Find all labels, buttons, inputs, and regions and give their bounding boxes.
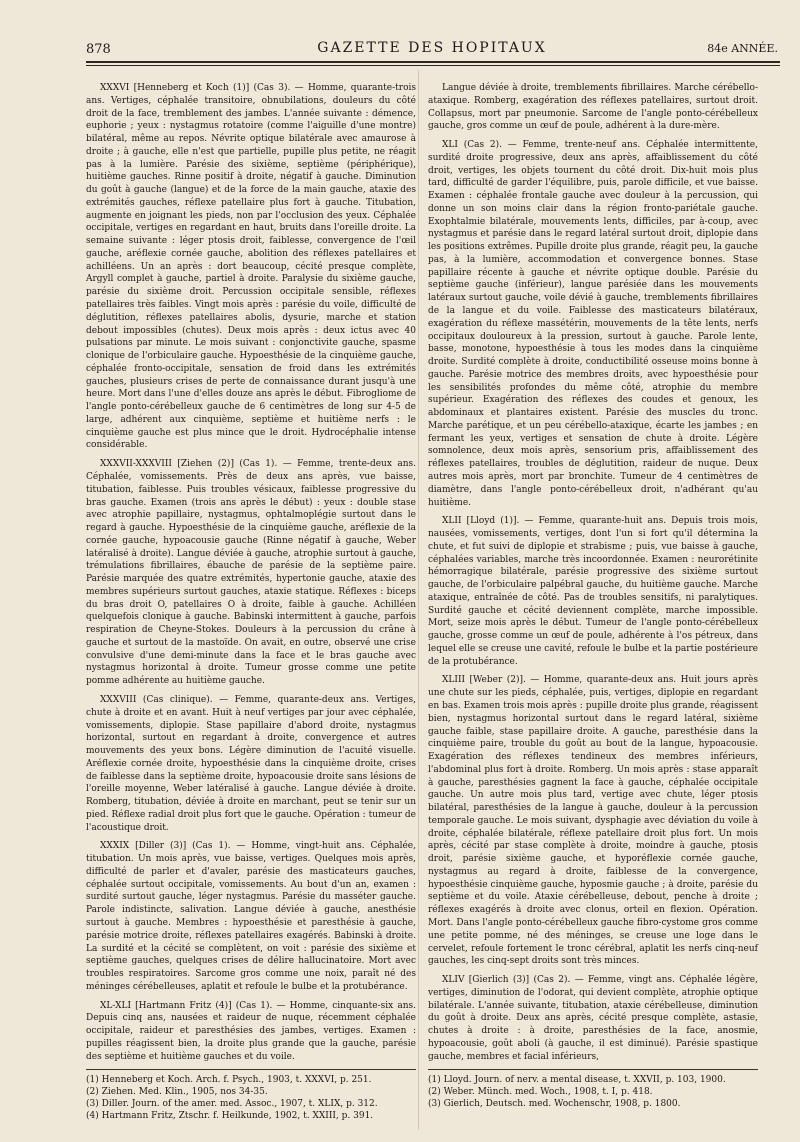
footnote-separator	[86, 1069, 416, 1070]
header-rule-thin	[86, 65, 780, 66]
footnote: (3) Diller. Journ. of the amer. med. Assoc., 1907, t. XLIX, p. 312.	[86, 1099, 378, 1110]
case-paragraph: XLIV [Gierlich (3)] (Cas 2). — Femme, vingt ans. Céphalée légère, vertiges, diminution de l'odorat, qui devient complète, atrophie optique bilatérale. L'année suivante, titubation, ataxie cérébelleuse, diminution du goût à droite. Deux ans après, cécité presque complète, astasie, chutes à droite : à droite, paresthésies de la face, anosmie, hypoacousie, goût aboli (à gauche, il est diminué). Parésie spastique gauche, membres et facial inférieurs,	[428, 975, 758, 1062]
page-header	[86, 38, 778, 58]
case-paragraph: XLII [Lloyd (1)]. — Femme, quarante-huit ans. Depuis trois mois, nausées, vomissements, vertiges, dont l'un si fort qu'il détermina la chute, et fut suivi de diplopie et strabisme ; puis, vue baisse à gauche, céphalées variables, marche très incoordonnée. Examen : neurorétinite hémorragique bilatérale, parésie progressive des sixième surtout gauche, de l'orbiculaire palpébral gauche, du huitième gauche. Marche ataxique, entraînée de côté. Pas de troubles sensitifs, ni paralytiques. Surdité gauche et cécité deviennent complète, marche impossible. Mort, seize mois après le début. Tumeur de l'angle ponto-cérébelleux gauche, grosse comme un œuf de poule, adhérente à l'os pétreux, dans lequel elle se creuse une cavité, refoule le bulbe et la partie postérieure de la protubérance.	[428, 516, 758, 667]
footnotes	[86, 1074, 416, 1122]
footnote: (1) Henneberg et Koch. Arch. f. Psych., 1903, t. XXXVI, p. 251.	[86, 1075, 372, 1086]
case-paragraph: XXXVIII (Cas clinique). — Femme, quarante-deux ans. Vertiges, chute à droite et en avant. Huit à neuf vertiges par jour avec céphalée, vomissements, diplopie. Stase papillaire d'abord droite, nystagmus horizontal, surtout en regardant à droite, convergence et autres mouvements des yeux bons. Légère diminution de l'acuité visuelle. Aréflexie cornée droite, hypoesthésie dans la cinquième droite, crises de faiblesse dans la septième droite, hypoacousie droite sans lésions de l'oreille moyenne, Weber latéralisé à gauche. Langue déviée à droite. Romberg, titubation, déviée à droite en marchant, peut se tenir sur un pied. Réflexe radial droit plus fort que le gauche. Opération : tumeur de l'acoustique droit.	[86, 694, 416, 833]
footnote: (2) Ziehen. Med. Klin., 1905, nos 34-35.	[86, 1087, 268, 1098]
case-paragraph: XXXVII-XXXVIII [Ziehen (2)] (Cas 1). — Femme, trente-deux ans. Céphalée, vomissements. Près de deux ans après, vue baisse, titubation, faiblesse. Puis troubles vésicaux, faiblesse progressive du bras gauche. Examen (trois ans après le début) : yeux : double stase avec atrophie papillaire, nystagmus, ophtalmoplégie surtout dans le regard à gauche. Hypoesthésie de la cinquième gauche, aréflexie de la cornée gauche, hypoacousie gauche (Rinne négatif à gauche, Weber latéralisé à droite). Langue déviée à gauche, atrophie surtout à gauche, trémulations fibrillaires, ébauche de parésie de la septième paire. Parésie marquée des quatre extrémités, hypertonie gauche, ataxie des membres supérieurs surtout gauches, ataxie statique. Réflexes : biceps du bras droit O, patellaires O à droite, faible à gauche. Achilléen quelquefois clonique à gauche. Babinski intermittent à gauche, parfois respiration de Cheyne-Stokes. Douleurs à la percussion du crâne à gauche et surtout de la mastoïde. On avait, en outre, observé une crise convulsive d'une demi-minute dans la face et le bras gauche avec nystagmus horizontal à droite. Tumeur grosse comme une petite pomme adhérente au huitième gauche.	[86, 459, 416, 687]
footnote: (1) Lloyd. Journ. of nerv. a mental disease, t. XXVII, p. 103, 1900.	[428, 1075, 726, 1086]
header-rule-thick	[86, 61, 780, 63]
page-number: 878	[86, 42, 111, 57]
left-column	[86, 82, 416, 1122]
right-column	[428, 82, 758, 1110]
journal-title: GAZETTE DES HOPITAUX	[317, 40, 547, 56]
volume-year: 84e ANNÉE.	[707, 42, 778, 55]
case-paragraph: XLI (Cas 2). — Femme, trente-neuf ans. Céphalée intermittente, surdité droite progressive, deux ans après, affaiblissement du côté droit, vertiges, les objets tournent du côté droit. Dix-huit mois plus tard, difficulté de garder l'équilibre, puis, parole difficile, et vue baisse. Examen : céphalée frontale gauche avec douleur à la percussion, qui donne un son moins clair dans la région fronto-pariétale gauche. Exophtalmie bilatérale, mouvements lents, difficiles, par à-coup, avec nystagmus et parésie dans le regard latéral surtout droit, diplopie dans les positions extrêmes. Pupille droite plus grande, réagit peu, la gauche pas, à la lumière, accommodation et convergence bonnes. Stase papillaire récente à gauche et névrite optique double. Parésie du septième gauche (inférieur), langue parésiée dans les mouvements latéraux surtout gauche, voile dévié à gauche, tremblements fibrillaires de la langue et du voile. Faiblesse des masticateurs bilatéraux, exagération du réflexe massétérin, mouvements de la tête lents, nerfs occipitaux douloureux à la pression, surtout à gauche. Parole lente, basse, monotone, hypoesthésie à tous les modes dans la cinquième droite. Surdité complète à droite, conductibilité osseuse moins bonne à gauche. Parésie motrice des membres droits, avec hypoesthésie pour les sensibilités profondes du même côté, atrophie du membre supérieur. Exagération des réflexes des coudes et genoux, les abdominaux et plantaires existent. Parésie des muscles du tronc. Marche parétique, et un peu cérébello-ataxique, écarte les jambes ; en fermant les yeux, vertiges et sensation de chute à droite. Légère somnolence, deux mois après, sensorium pris, affaiblissement des réflexes patellaires, troubles de déglutition, raideur de nuque. Deux autres mois après, mort par bronchite. Tumeur de 4 centimètres de diamètre, dans l'angle ponto-cérébelleux droit, n'adhérant qu'au huitième.	[428, 140, 758, 508]
column-divider	[418, 70, 419, 1130]
case-paragraph: XXXIX [Diller (3)] (Cas 1). — Homme, vingt-huit ans. Céphalée, titubation. Un mois après, vue baisse, vertiges. Quelques mois après, difficulté de parler et d'avaler, parésie des masticateurs gauches, céphalée surtout occipitale, vomissements. Au bout d'un an, examen : surdité surtout gauche, léger nystagmus. Parésie du masséter gauche. Parole indistincte, salivation. Langue déviée à gauche, anesthésie surtout à gauche. Membres : hypoesthésie et paresthésie à gauche, parésie motrice droite, réflexes patellaires exagérés. Babinski à droite. La surdité et la cécité se complètent, on voit : parésie des sixième et septième gauches, quelques crises de délire hallucinatoire. Mort avec troubles respiratoires. Sarcome gros comme une noix, paraît né des méninges cérébelleuses, aplatit et refoule le bulbe et la protubérance.	[86, 841, 416, 992]
case-paragraph: Langue déviée à droite, tremblements fibrillaires. Marche cérébello-ataxique. Romberg, exagération des réflexes patellaires, surtout droit. Collapsus, mort par pneumonie. Sarcome de l'angle ponto-cérébelleux gauche, gros comme un œuf de poule, adhérent à la dure-mère.	[428, 83, 758, 132]
case-paragraph: XL-XLI [Hartmann Fritz (4)] (Cas 1). — Homme, cinquante-six ans. Depuis cinq ans, nausées et raideur de nuque, récemment céphalée occipitale, raideur et paresthésies des jambes, vertiges. Examen : pupilles réagissent bien, la droite plus grande que la gauche, parésie des septième et huitième gauches et du voile.	[86, 1000, 416, 1062]
footnote: (2) Weber. Münch. med. Woch., 1908, t. I, p. 418.	[428, 1087, 653, 1098]
case-paragraph: XLIII [Weber (2)]. — Homme, quarante-deux ans. Huit jours après une chute sur les pieds, céphalée, puis, vertiges, diplopie en regardant en bas. Examen trois mois après : pupille droite plus grande, réagissent bien, nystagmus horizontal surtout dans le regard latéral, sixième gauche faible, stase papillaire droite. A gauche, paresthésie dans la cinquième paire, trouble du goût au bout de la langue, hypoacousie. Exagération des réflexes tendineux des membres inférieurs, l'abdominal plus fort à droite. Romberg. Un mois après : stase apparaît à gauche, paresthésies gagnent la face à gauche, céphalée occipitale gauche. Un autre mois plus tard, vertige avec chute, léger ptosis bilatéral, paresthésies de la langue à gauche, douleur à la percussion temporale gauche. Le mois suivant, dysphagie avec déviation du voile à droite, céphalée bilatérale, réflexe patellaire droit plus fort. Un mois après, cécité par stase complète à droite, moindre à gauche, ptosis droit, parésie sixième gauche, et hyporéflexie cornée gauche, nystagmus au regard à droite, faiblesse de la convergence, hypoesthésie cinquième gauche, hyposmie gauche ; à droite, parésie du septième et du voile. Ataxie cérébelleuse, debout, penche à droite ; réflexes exagérés à droite avec clonus, orteil en flexion. Opération. Mort. Dans l'angle ponto-cérébelleux gauche fibro-cystome gros comme une petite pomme, né des méninges, se creuse une loge dans le cervelet, refoule fortement le tronc cérébral, aplatit les nerfs cinq-neuf gauches, les cinq-sept droits sont très minces.	[428, 675, 758, 967]
footnote: (4) Hartmann Fritz, Ztschr. f. Heilkunde, 1902, t. XXIII, p. 391.	[86, 1111, 374, 1122]
case-paragraph: XXXVI [Henneberg et Koch (1)] (Cas 3). — Homme, quarante-trois ans. Vertiges, céphalée transitoire, obnubilations, douleurs du côté droit de la face, tremblement des jambes. L'année suivante : démence, euphorie ; yeux : nystagmus rotatoire (comme l'aiguille d'une montre) bilatéral, même au repos. Névrite optique bilatérale avec amaurose à droite ; à gauche, elle n'est que partielle, pupille plus petite, ne réagit pas à la lumière. Parésie des sixième, septième (périphérique), huitième gauches. Rinne positif à droite, négatif à gauche. Diminution du goût à gauche (langue) et de la force de la main gauche, ataxie des extrémités gauches, réflexe patellaire plus fort à gauche. Titubation, augmente en joignant les pieds, non par l'occlusion des yeux. Céphalée occipitale, vertiges en regardant en haut, bruits dans l'oreille droite. La semaine suivante : léger ptosis droit, faiblesse, convergence de l'œil gauche, aréflexie cornée gauche, abolition des réflexes patellaires et achilléens. Un an après : dort beaucoup, cécité presque complète, Argyll complet à gauche, partiel à droite. Paralysie du sixième gauche, parésie du sixième droit. Percussion occipitale sensible, réflexes patellaires très faibles. Vingt mois après : parésie du voile, difficulté de déglutition, réflexes patellaires abolis, dysurie, marche et station debout impossibles (chutes). Deux mois après : deux ictus avec 40 pulsations par minute. Le mois suivant : conjonctivite gauche, spasme clonique de l'orbiculaire gauche. Hypoesthésie de la cinquième gauche, céphalée fronto-occipitale, sensation de froid dans les extrémités gauches, plusieurs crises de perte de connaissance durant jusqu'à une heure. Mort dans l'une d'elles douze ans après le début. Fibrogliome de l'angle ponto-cérébelleux gauche de 6 centimètres de long sur 4-5 de large, adhérent aux cinquième, septième et huitième nerfs : le cinquième gauche est plus mince que le droit. Hydrocéphalie intense considérable.	[86, 83, 416, 451]
footnote-separator	[428, 1069, 758, 1070]
footnote: (3) Gierlich, Deutsch. med. Wochenschr, 1908, p. 1800.	[428, 1099, 681, 1110]
footnotes	[428, 1074, 758, 1110]
